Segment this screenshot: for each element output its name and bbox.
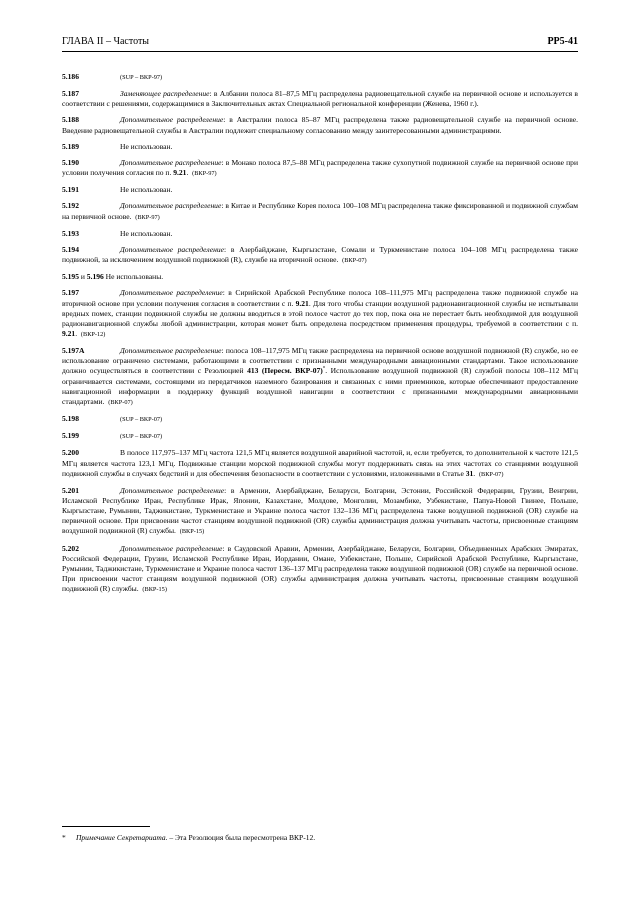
provision-text: : полоса 108–117,975 МГц также распределена на первичной основе воздушной подвижной (R) службе, но ее использование ограничено системами, работающими в соответствии с признанными международными авиационными стандартами. Такое использование должно осуществляться в соответствии с Резолюцией bbox=[62, 346, 578, 376]
provision-number: 5.193 bbox=[62, 228, 79, 238]
provision-text: Не использован. bbox=[120, 141, 173, 151]
provision-5-188 bbox=[62, 115, 578, 135]
provision-text: : в Сирийской Арабской Республике полоса 108–111,975 МГц распределена также подвижной службе на вторичной основе при условии получения согласия в соответствии с п. bbox=[62, 288, 578, 308]
provision-reference: 413 (Пересм. ВКР-07) bbox=[247, 366, 323, 376]
provision-text: : в Саудовской Аравии, Армении, Азербайджане, Беларуси, Болгарии, Объединенных Арабских Эмиратах, Российской Федерации, Грузии, Исламской Республике Иран, Иордании, Омане, Узбекистане, Польше, Сирийской Арабской Республике, Кыргызстане, Румынии, Таджикистане, Туркменистане и Украине полоса частот 136–137 МГц распределена также воздушной подвижной (OR) службе на первичной основе. При присвоении частот станциям воздушной подвижной (OR) службы администрация должна учитывать частоты, присвоенные станциям воздушной подвижной (R) службы. bbox=[62, 543, 578, 594]
provision-label: Дополнительное распределение bbox=[120, 201, 222, 211]
provision-number: 5.199 bbox=[62, 431, 79, 441]
provision-5-193 bbox=[62, 229, 578, 239]
provisions-list bbox=[62, 72, 578, 601]
provision-number: 5.189 bbox=[62, 141, 79, 151]
provision-5-189 bbox=[62, 142, 578, 152]
chapter-title: ГЛАВА II – Частоты bbox=[62, 36, 150, 47]
provision-note: (ВКР-15) bbox=[179, 528, 205, 536]
provision-number: 5.198 bbox=[62, 414, 79, 424]
provision-5-197a bbox=[62, 346, 578, 408]
provision-text: В полосе 117,975–137 МГц частота 121,5 МГц является воздушной аварийной частотой, и, если требуется, то дополнительной к частоте 121,5 МГц является частота 123,1 МГц. Подвижные станции морской подвижной службы могут поддерживать связь на этих частотах со станциями воздушной подвижной службы в случаях бедствий и для обеспечения безопасности в соответствии с условиями, изложенными в Статье bbox=[62, 448, 578, 478]
provision-note: (ВКР-12) bbox=[80, 330, 106, 338]
provision-5-200 bbox=[62, 448, 578, 479]
provision-note: (ВКР-07) bbox=[108, 398, 133, 406]
provision-note: (ВКР-97) bbox=[135, 213, 160, 221]
provision-label: Дополнительное распределение bbox=[120, 485, 225, 495]
provision-text-cont: . Для того чтобы станции воздушной радионавигационной службы не испытывали вредных помех, станции подвижной службы не должны вводиться в этой полосе частот до тех пор, пока она не перестает быть необходимой для воздушной радионавигационной службы любой администрации, которая может быть определена посредством применения процедуры, требуемой в соответствии с п. bbox=[62, 298, 578, 328]
provision-5-195-5-196 bbox=[62, 272, 578, 282]
provision-number: 5.192 bbox=[62, 201, 79, 211]
provision-text: : в Азербайджане, Кыргызстане, Сомали и Туркменистане полоса 104–108 МГц распределена также подвижной, за исключением воздушной подвижной (R), службе на вторичной основе. bbox=[62, 244, 578, 265]
provision-label: Дополнительное распределение bbox=[120, 288, 223, 298]
provision-text: : в Китае и Республике Корея полоса 100–108 МГц распределена также фиксированной и подвижной службам на первичной основе. bbox=[62, 201, 578, 221]
provision-note: (ВКР-15) bbox=[142, 586, 167, 594]
provision-5-199 bbox=[62, 431, 578, 442]
footnote-text: – Эта Резолюция была пересмотрена ВКР-12. bbox=[167, 833, 316, 842]
provision-note: (SUP – ВКР-07) bbox=[120, 433, 163, 441]
provision-number: 5.200 bbox=[62, 448, 79, 458]
provision-join: и bbox=[78, 272, 87, 282]
provision-5-190 bbox=[62, 158, 578, 179]
provision-text-cont: . bbox=[186, 168, 189, 178]
provision-text-cont: . bbox=[75, 328, 78, 338]
provision-5-187 bbox=[62, 89, 578, 109]
provision-reference: 31 bbox=[465, 468, 474, 478]
running-header bbox=[62, 36, 578, 50]
provision-text: Не использован. bbox=[120, 228, 173, 238]
provision-5-201 bbox=[62, 486, 578, 538]
provision-number: 5.191 bbox=[62, 185, 79, 195]
footnote bbox=[62, 833, 578, 843]
provision-number: 5.201 bbox=[62, 485, 79, 495]
provision-number: 5.197А bbox=[62, 346, 85, 356]
provision-text: : в Австралии полоса 85–87 МГц распределена также радиовещательной службе на первичной основе. Введение радиовещательной службы в Австралии подлежит специальному согласованию между заинтересованными администрациями. bbox=[62, 115, 578, 135]
provision-number: 5.190 bbox=[62, 157, 79, 167]
footnote-marker: * bbox=[322, 366, 326, 372]
provision-label: Дополнительное распределение bbox=[120, 543, 223, 553]
provision-text: Не использованы. bbox=[103, 272, 164, 282]
provision-text-cont: . Использование воздушной подвижной (R) службой полосы 108–112 МГц ограничивается системами, состоящими из передатчиков наземного базирования и связанных с ними приемников, которые обеспечивают предоставление навигационной информации в поддержку функций воздушной навигации в соответствии с признанными международными авиационными стандартами. bbox=[62, 366, 578, 406]
header-rule bbox=[62, 51, 578, 52]
provision-label: Дополнительное распределение bbox=[120, 157, 222, 167]
provision-5-197 bbox=[62, 288, 578, 340]
provision-reference: 9.21 bbox=[62, 328, 76, 338]
provision-number: 5.195 bbox=[62, 272, 79, 282]
provision-label: Дополнительное распределение bbox=[120, 115, 224, 125]
provision-note: (ВКР-07) bbox=[342, 257, 367, 265]
provision-number: 5.186 bbox=[62, 72, 79, 81]
provision-number: 5.196 bbox=[86, 272, 104, 282]
provision-text: Не использован. bbox=[120, 185, 173, 195]
footnote-label: Примечание Секретариата. bbox=[76, 833, 168, 842]
footnote-mark: * bbox=[62, 833, 66, 842]
footnote-rule bbox=[62, 826, 150, 827]
provision-note: (ВКР-97) bbox=[192, 170, 217, 178]
provision-note: (SUP – ВКР-97) bbox=[120, 74, 163, 81]
provision-5-198 bbox=[62, 414, 578, 425]
page-reference: РР5-41 bbox=[547, 36, 578, 47]
provision-reference: 9.21 bbox=[295, 298, 309, 308]
provision-note: (SUP – ВКР-07) bbox=[120, 416, 163, 424]
provision-5-194 bbox=[62, 245, 578, 266]
provision-number: 5.187 bbox=[62, 89, 79, 99]
provision-label: Заменяющее распределение bbox=[120, 89, 210, 99]
provision-reference: 9.21 bbox=[173, 168, 187, 178]
provision-5-192 bbox=[62, 201, 578, 222]
provision-5-202 bbox=[62, 544, 578, 596]
provision-number: 5.197 bbox=[62, 288, 79, 298]
provision-label: Дополнительное распределение bbox=[120, 244, 225, 254]
provision-text: : в Монако полоса 87,5–88 МГц распределена также сухопутной подвижной службе на первичной основе при условии получения согласия по п. bbox=[62, 157, 578, 178]
provision-number: 5.194 bbox=[62, 244, 79, 254]
provision-5-191 bbox=[62, 185, 578, 195]
provision-number: 5.202 bbox=[62, 543, 79, 553]
provision-text: : в Албании полоса 81–87,5 МГц распределена радиовещательной службе на первичной основе и используется в соответствии с решениями, содержащимися в Заключительных актах Специальной региональной конференции (Женева, 1960 г.). bbox=[62, 89, 578, 109]
provision-text: : в Армении, Азербайджане, Беларуси, Болгарии, Эстонии, Российской Федерации, Грузии, Венгрии, Исламской Республике Иран, Республике Ирак, Японии, Казахстане, Молдове, Монголии, Мозамбике, Узбекистане, Папуа-Новой Гвинее, Польше, Кыргызстане, Румынии, Таджикистане, Туркменистане и Украине полоса частот 132–136 МГц распределена также воздушной подвижной (OR) службе на первичной основе. При присвоении частот станциям воздушной подвижной (OR) службы администрация должна учитывать частоты, присвоенные станциям воздушной подвижной (R) службы. bbox=[62, 485, 578, 536]
provision-number: 5.188 bbox=[62, 115, 79, 125]
provision-note: (ВКР-07) bbox=[478, 470, 504, 478]
provision-label: Дополнительное распределение bbox=[120, 346, 222, 356]
provision-text-cont: . bbox=[473, 468, 476, 478]
provision-5-186 bbox=[62, 72, 578, 83]
